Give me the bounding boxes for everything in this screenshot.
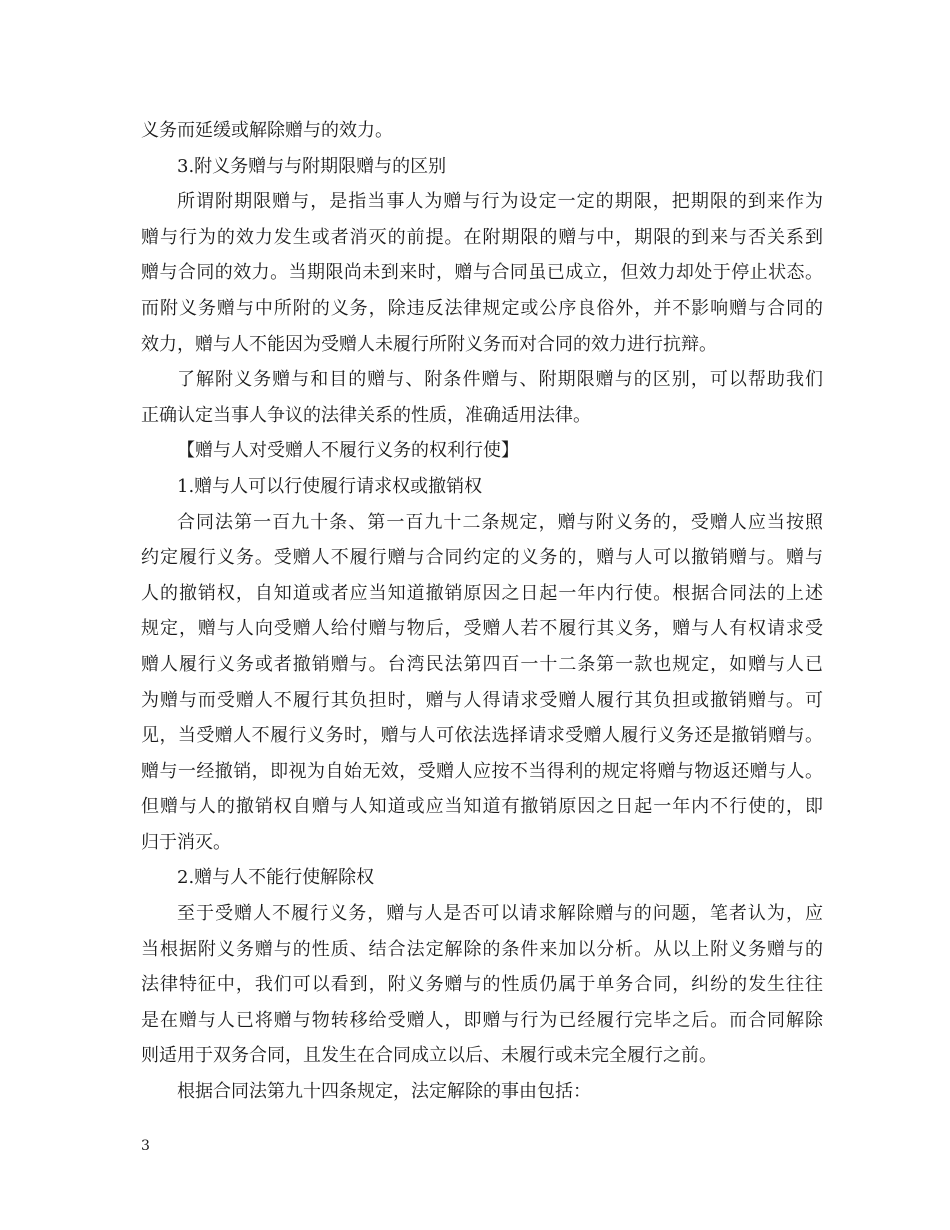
section-heading: 【赠与人对受赠人不履行义务的权利行使】	[177, 440, 519, 462]
text-line: 而附义务赠与中所附的义务，除违反法律规定或公序良俗外，并不影响赠与合同的	[141, 297, 823, 319]
page-number: 3	[141, 1138, 150, 1154]
text-line: 规定，赠与人向受赠人给付赠与物后，受赠人若不履行其义务，赠与人有权请求受	[141, 618, 823, 640]
text-line: 归于消灭。	[141, 831, 231, 853]
section-heading: 3.附义务赠与与附期限赠与的区别	[177, 155, 447, 177]
text-line: 约定履行义务。受赠人不履行赠与合同约定的义务的，赠与人可以撤销赠与。赠与	[141, 547, 823, 569]
text-line: 赠与行为的效力发生或者消灭的前提。在附期限的赠与中，期限的到来与否关系到	[141, 226, 823, 248]
text-line: 合同法第一百九十条、第一百九十二条规定，赠与附义务的，受赠人应当按照	[177, 511, 823, 533]
text-line: 赠与一经撤销，即视为自始无效，受赠人应按不当得利的规定将赠与物返还赠与人。	[141, 760, 823, 782]
text-line: 但赠与人的撤销权自赠与人知道或应当知道有撤销原因之日起一年内不行使的，即	[141, 796, 823, 818]
text-line: 为赠与而受赠人不履行其负担时，赠与人得请求受赠人履行其负担或撤销赠与。可	[141, 689, 823, 711]
section-heading: 1.赠与人可以行使履行请求权或撤销权	[177, 475, 483, 497]
text-line: 根据合同法第九十四条规定，法定解除的事由包括：	[177, 1081, 591, 1103]
text-line: 至于受赠人不履行义务，赠与人是否可以请求解除赠与的问题，笔者认为，应	[177, 903, 823, 925]
text-line: 赠人履行义务或者撤销赠与。台湾民法第四百一十二条第一款也规定，如赠与人已	[141, 653, 823, 675]
text-line: 则适用于双务合同，且发生在合同成立以后、未履行或未完全履行之前。	[141, 1045, 717, 1067]
text-line: 法律特征中，我们可以看到，附义务赠与的性质仍属于单务合同，纠纷的发生往往	[141, 974, 823, 996]
text-line: 人的撤销权，自知道或者应当知道撤销原因之日起一年内行使。根据合同法的上述	[141, 582, 823, 604]
text-line: 正确认定当事人争议的法律关系的性质，准确适用法律。	[141, 404, 591, 426]
text-line: 所谓附期限赠与，是指当事人为赠与行为设定一定的期限，把期限的到来作为	[177, 191, 823, 213]
text-line: 见，当受赠人不履行义务时，赠与人可依法选择请求受赠人履行义务还是撤销赠与。	[141, 725, 823, 747]
text-line: 了解附义务赠与和目的赠与、附条件赠与、附期限赠与的区别，可以帮助我们	[177, 369, 823, 391]
text-line: 赠与合同的效力。当期限尚未到来时，赠与合同虽已成立，但效力却处于停止状态。	[141, 262, 823, 284]
text-line: 是在赠与人已将赠与物转移给受赠人，即赠与行为已经履行完毕之后。而合同解除	[141, 1009, 823, 1031]
text-line: 义务而延缓或解除赠与的效力。	[141, 120, 393, 141]
text-line: 当根据附义务赠与的性质、结合法定解除的条件来加以分析。从以上附义务赠与的	[141, 938, 823, 960]
section-heading: 2.赠与人不能行使解除权	[177, 867, 375, 889]
body-text	[141, 113, 823, 1110]
text-line: 效力，赠与人不能因为受赠人未履行所附义务而对合同的效力进行抗辩。	[141, 333, 717, 355]
